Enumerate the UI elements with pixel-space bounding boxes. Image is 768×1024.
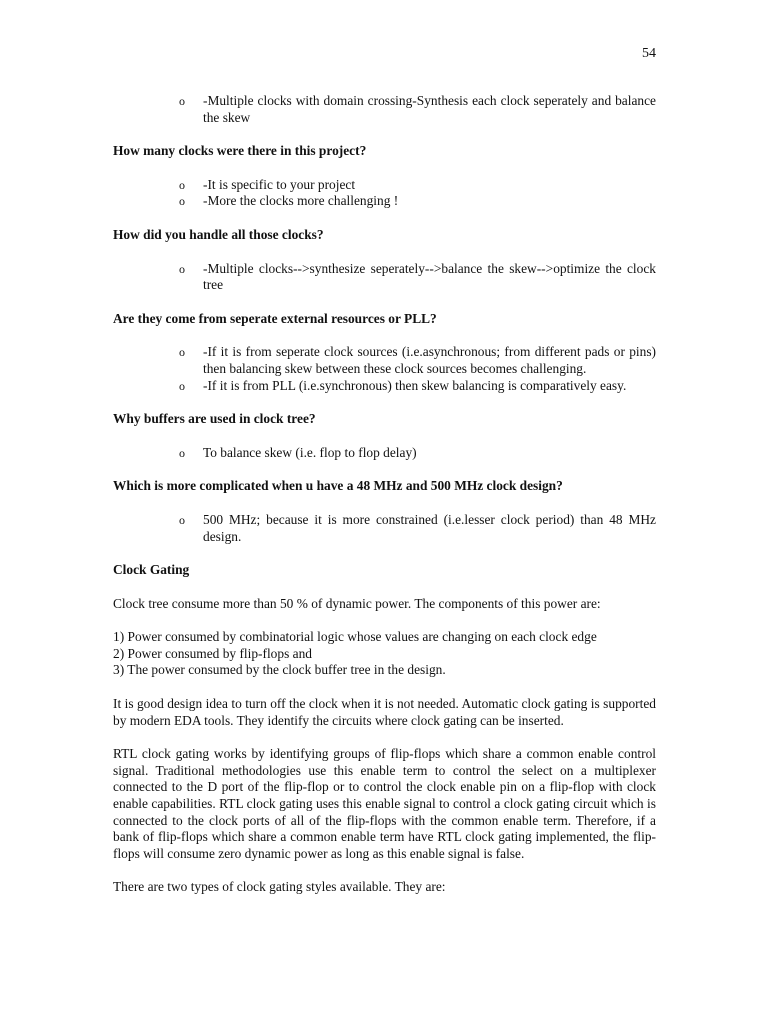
section-heading: Clock Gating (113, 562, 190, 578)
bullet-icon: o (179, 345, 185, 360)
bullet-icon: o (179, 378, 185, 393)
bullet-icon: o (179, 261, 185, 276)
question-heading: Are they come from seperate external resources or PLL? (113, 310, 437, 326)
list-item: 1) Power consumed by combinatorial logic whose values are changing on each clock edge (113, 629, 597, 645)
answer-list (158, 512, 656, 545)
bullet-icon: o (179, 512, 185, 527)
bullet-icon: o (179, 177, 185, 192)
list-item: o -Multiple clocks with domain crossing-Synthesis each clock seperately and balance the skew (179, 93, 656, 125)
paragraph: RTL clock gating works by identifying groups of flip-flops which share a common enable control signal. Traditional methodologies use this enable term to control the select on a multiplexer connected to the D port of the flip-flop or to control the clock enable pin on a flip-flop with clock enable capabilities. RTL clock gating uses this enable signal to control a clock gating circuit which is connected to the clock ports of all of the flip-flops with the common enable term. Therefore, if a bank of flip-flops which share a common enable term have RTL clock gating implemented, the flip-flops will consume zero dynamic power as long as this enable signal is false. (113, 746, 656, 861)
list-item: o 500 MHz; because it is more constrained (i.e.lesser clock period) than 48 MHz design. (179, 511, 656, 544)
section-intro: Clock tree consume more than 50 % of dynamic power. The components of this power are: (113, 595, 601, 611)
list-item: o -If it is from PLL (i.e.synchronous) then skew balancing is comparatively easy. (179, 377, 627, 393)
paragraph: It is good design idea to turn off the clock when it is not needed. Automatic clock gating is supported by modern EDA tools. They identify the circuits where clock gating can be inserted. (113, 696, 656, 728)
answer-list (158, 445, 656, 462)
list-item: 2) Power consumed by flip-flops and (113, 645, 312, 661)
list-item: o -If it is from seperate clock sources (i.e.asynchronous; from different pads or pins) then balancing skew between these clock sources becomes challenging. (179, 344, 656, 376)
bullet-icon: o (179, 94, 185, 108)
question-heading: Why buffers are used in clock tree? (113, 411, 316, 427)
answer-list (158, 177, 656, 210)
page-number: 54 (642, 46, 656, 61)
page-content (113, 93, 656, 896)
answer-list (158, 93, 656, 126)
list-item: o -More the clocks more challenging ! (179, 193, 399, 209)
question-heading: Which is more complicated when u have a 48 MHz and 500 MHz clock design? (113, 478, 563, 494)
bullet-icon: o (179, 445, 185, 460)
answer-list (158, 344, 656, 394)
question-heading: How did you handle all those clocks? (113, 226, 324, 242)
question-heading: How many clocks were there in this project? (113, 143, 367, 159)
answer-list (158, 261, 656, 294)
list-item: o -Multiple clocks-->synthesize seperately-->balance the skew-->optimize the clock tree (179, 260, 656, 293)
list-item: o To balance skew (i.e. flop to flop delay) (179, 444, 417, 460)
bullet-icon: o (179, 194, 185, 209)
list-item: 3) The power consumed by the clock buffer tree in the design. (113, 662, 446, 678)
list-item: o -It is specific to your project (179, 176, 356, 192)
paragraph: There are two types of clock gating styles available. They are: (113, 879, 446, 895)
